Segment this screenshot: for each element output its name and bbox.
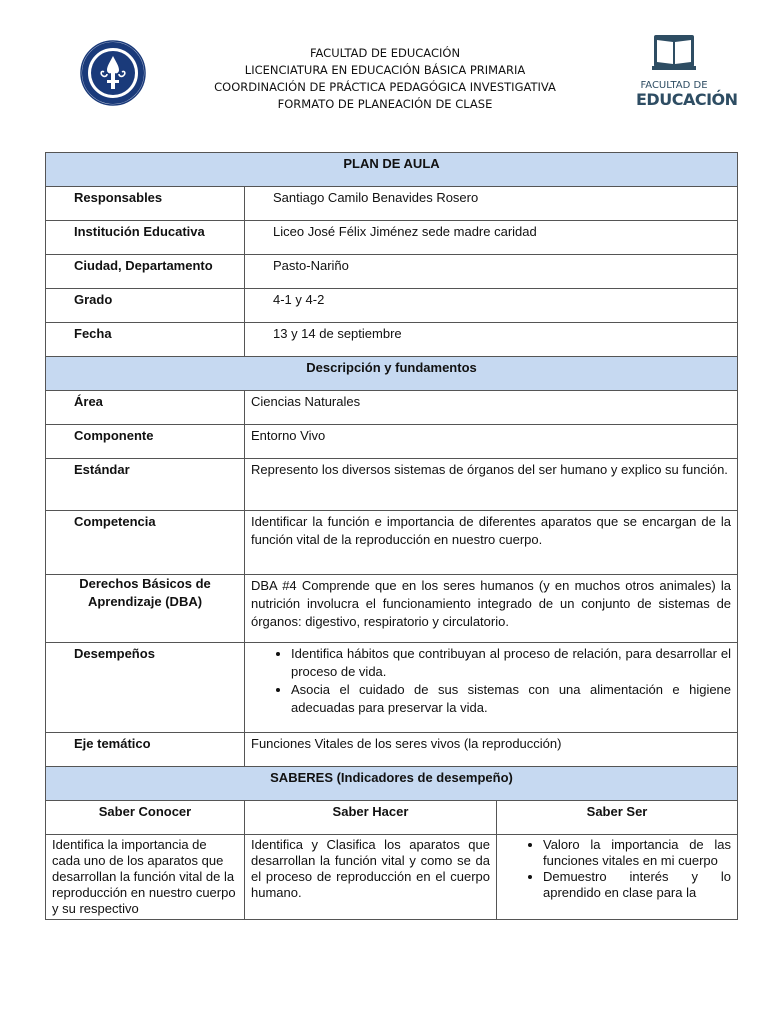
saber-ser-cell	[497, 835, 738, 920]
saber-ser-header: Saber Ser	[497, 801, 738, 835]
saber-ser-item: • Valoro la importancia de las funciones vitales en mi cuerpo	[543, 837, 731, 869]
faculty-logo-line2: EDUCACIÓN	[636, 90, 738, 109]
dba-label-line1: Derechos Básicos de	[79, 576, 211, 591]
faculty-logo-line1: FACULTAD DE	[640, 80, 708, 91]
eje-value: Funciones Vitales de los seres vivos (la reproducción)	[245, 733, 738, 767]
componente-label: Componente	[46, 425, 245, 459]
desempenos-value	[245, 643, 738, 733]
saber-conocer-cell: Identifica la importancia de cada uno de los aparatos que desarrollan la función vital de la reproducción en nuestro cuerpo y su respectivo	[46, 835, 245, 920]
estandar-value: Represento los diversos sistemas de órganos del ser humano y explico su función.	[245, 459, 738, 511]
saber-hacer-header: Saber Hacer	[245, 801, 497, 835]
institucion-label: Institución Educativa	[46, 221, 245, 255]
faculty-logo-text	[636, 80, 738, 109]
eje-label: Eje temático	[46, 733, 245, 767]
header-line-format: FORMATO DE PLANEACIÓN DE CLASE	[277, 97, 493, 111]
competencia-label: Competencia	[46, 511, 245, 575]
fecha-label: Fecha	[46, 323, 245, 357]
institucion-value: Liceo José Félix Jiménez sede madre caridad	[245, 221, 738, 255]
fecha-value: 13 y 14 de septiembre	[245, 323, 738, 357]
estandar-label: Estándar	[46, 459, 245, 511]
area-value: Ciencias Naturales	[245, 391, 738, 425]
area-label: Área	[46, 391, 245, 425]
componente-value: Entorno Vivo	[245, 425, 738, 459]
saber-ser-list	[497, 837, 731, 901]
desempeno-item: • Identifica hábitos que contribuyan al proceso de relación, para desarrollar el proceso de vida.	[291, 645, 731, 681]
responsables-value: Santiago Camilo Benavides Rosero	[245, 187, 738, 221]
grado-label: Grado	[46, 289, 245, 323]
grado-value: 4-1 y 4-2	[245, 289, 738, 323]
responsables-label: Responsables	[46, 187, 245, 221]
plan-de-aula-table	[45, 152, 738, 920]
competencia-value: Identificar la función e importancia de diferentes aparatos que se encargan de la función vital de la reproducción en nuestro cuerpo.	[245, 511, 738, 575]
university-seal-logo	[80, 40, 146, 106]
header-line-faculty: FACULTAD DE EDUCACIÓN	[309, 46, 461, 60]
document-header	[200, 45, 570, 113]
dba-label-line2: Aprendizaje (DBA)	[87, 594, 203, 609]
saber-conocer-header: Saber Conocer	[46, 801, 245, 835]
ciudad-value: Pasto-Nariño	[245, 255, 738, 289]
dba-label	[46, 575, 245, 643]
descripcion-title: Descripción y fundamentos	[46, 357, 738, 391]
header-line-coordination: COORDINACIÓN DE PRÁCTICA PEDAGÓGICA INVESTIGATIVA	[214, 80, 556, 94]
ciudad-label: Ciudad, Departamento	[46, 255, 245, 289]
desempenos-list	[245, 645, 731, 717]
plan-title: PLAN DE AULA	[46, 153, 738, 187]
header-line-program: LICENCIATURA EN EDUCACIÓN BÁSICA PRIMARIA	[244, 63, 526, 77]
desempenos-label: Desempeños	[46, 643, 245, 733]
saber-hacer-cell: Identifica y Clasifica los aparatos que desarrollan la función vital y como se da el proceso de reproducción en el cuerpo humano.	[245, 835, 497, 920]
dba-value: DBA #4 Comprende que en los seres humanos (y en muchos otros animales) la nutrición involucra el funcionamiento integrado de un conjunto de sistemas de órganos: digestivo, respiratorio y circulatorio.	[245, 575, 738, 643]
saberes-title: SABERES (Indicadores de desempeño)	[46, 767, 738, 801]
saber-ser-item: • Demuestro interés y lo aprendido en clase para la	[543, 869, 731, 901]
desempeno-item: • Asocia el cuidado de sus sistemas con una alimentación e higiene adecuadas para preservar la vida.	[291, 681, 731, 717]
